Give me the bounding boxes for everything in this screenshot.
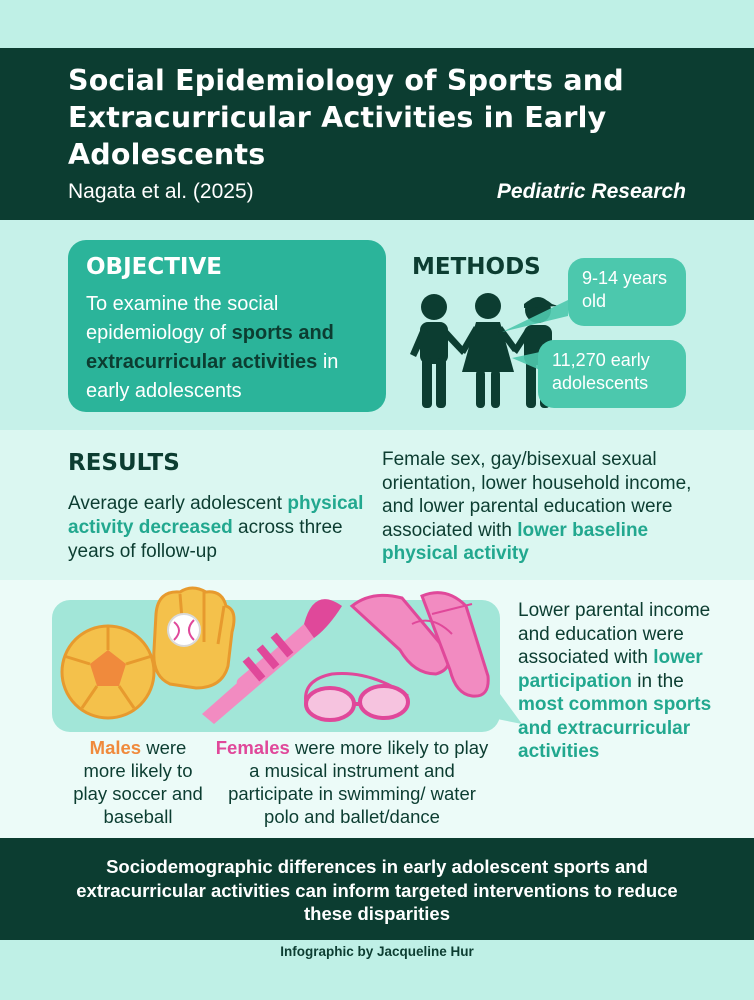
income-highlight-1: lower participation xyxy=(518,647,703,692)
females-text xyxy=(214,736,490,828)
income-participation-text xyxy=(518,599,718,764)
journal-name: Pediatric Research xyxy=(496,180,686,203)
results-right-plain: Female sex, gay/bisexual sexual orientation, lower household income, and lower parental education were associated with xyxy=(382,449,692,541)
results-left-end: across three years of follow-up xyxy=(68,517,343,562)
ballet-shoes-icon xyxy=(352,593,488,697)
results-left-text xyxy=(68,492,368,564)
females-highlight: Females xyxy=(215,737,290,758)
soccer-ball-icon xyxy=(62,626,154,718)
infographic-credit: Infographic by Jacqueline Hur xyxy=(280,944,474,959)
males-description: were more likely to play soccer and baseball xyxy=(73,737,203,827)
objective-text xyxy=(86,290,382,406)
results-left-plain: Average early adolescent xyxy=(68,493,283,514)
baseball-glove-icon xyxy=(154,588,234,688)
objective-text-end: in early adolescents xyxy=(86,351,339,402)
results-right-highlight: lower baseline physical activity xyxy=(382,519,649,564)
income-plain: Lower parental income and education were associated with xyxy=(518,600,711,668)
results-right-text xyxy=(382,448,702,566)
males-highlight: Males xyxy=(89,737,142,758)
swim-goggles-icon xyxy=(306,673,408,720)
age-range-bubble: 9-14 years old xyxy=(568,258,686,326)
males-text xyxy=(68,736,208,828)
objective-heading: OBJECTIVE xyxy=(86,254,222,280)
income-mid: in the xyxy=(637,670,684,692)
callout-pointer-icon xyxy=(472,694,522,724)
methods-heading: METHODS xyxy=(412,254,541,280)
sports-illustration xyxy=(52,584,522,734)
results-heading: RESULTS xyxy=(68,450,180,476)
page-title: Social Epidemiology of Sports and Extracurricular Activities in Early Adolescents xyxy=(68,64,624,171)
results-left-highlight: physical activity decreased xyxy=(68,493,364,538)
objective-text-highlight: sports and extracurricular activities xyxy=(86,322,334,373)
sample-size-bubble: 11,270 early adolescents xyxy=(538,340,686,408)
conclusion-text: Sociodemographic differences in early adolescent sports and extracurricular activities can inform targeted interventions to reduce these disparities xyxy=(76,856,678,924)
income-highlight-2: most common sports and extracurricular activities xyxy=(518,694,712,762)
author-citation: Nagata et al. (2025) xyxy=(68,180,254,203)
objective-text-plain: To examine the social epidemiology of xyxy=(86,293,279,344)
females-description: were more likely to play a musical instrument and participate in swimming/ water polo and ballet/dance xyxy=(228,737,489,827)
